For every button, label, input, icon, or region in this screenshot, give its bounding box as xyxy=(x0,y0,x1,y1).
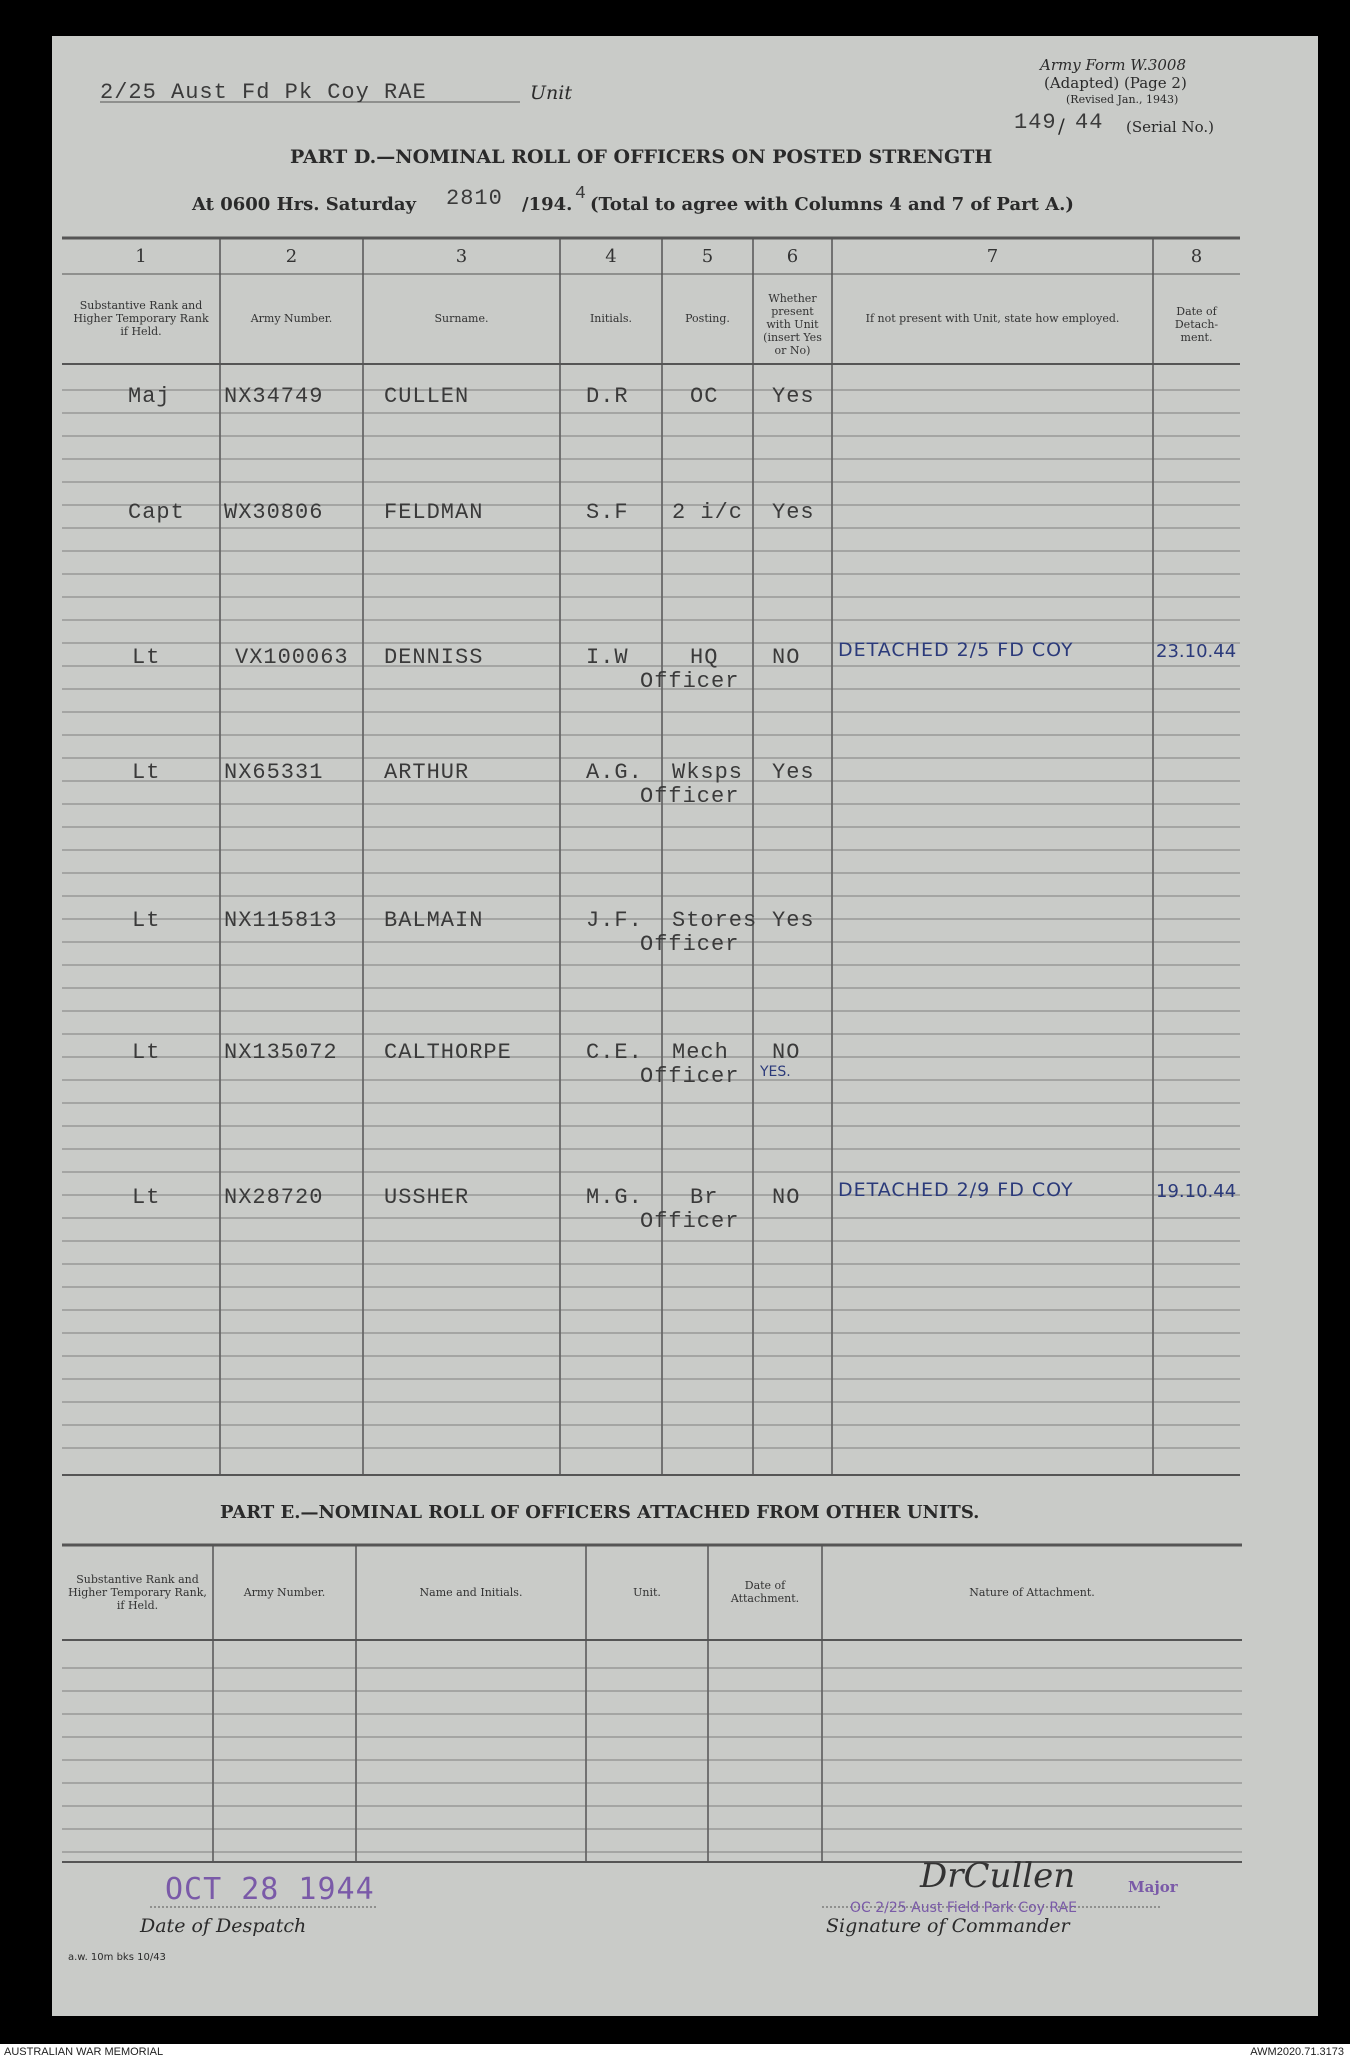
column-number-8: 8 xyxy=(1190,246,1203,267)
part-e-column-label-5: Date of Attachment. xyxy=(730,1579,800,1605)
cell-surname: FELDMAN xyxy=(384,500,484,525)
form-line3: (Revised Jan., 1943) xyxy=(1066,93,1179,106)
cell-posting-line2: Officer xyxy=(640,1064,740,1089)
cell-present: Yes xyxy=(772,760,815,785)
cell-posting: Mech xyxy=(672,1040,729,1065)
cell-army-number: NX65331 xyxy=(224,760,324,785)
part-e-column-label-4: Unit. xyxy=(633,1585,661,1599)
cell-posting: Stores xyxy=(672,908,758,933)
despatch-label: Date of Despatch xyxy=(140,1915,307,1937)
cell-present-correction: YES. xyxy=(760,1064,791,1080)
cell-present: Yes xyxy=(772,908,815,933)
cell-initials: M.G. xyxy=(586,1185,643,1210)
cell-present: Yes xyxy=(772,500,815,525)
column-label-8: Date of Detach-ment. xyxy=(1174,305,1219,344)
form-line2: (Adapted) (Page 2) xyxy=(1044,74,1187,92)
archive-footer xyxy=(0,2044,1350,2061)
column-label-4: Initials. xyxy=(589,311,633,325)
cell-posting-line2: Officer xyxy=(640,932,740,957)
column-number-1: 1 xyxy=(135,246,147,267)
cell-posting-line2: Officer xyxy=(640,784,740,809)
column-number-6: 6 xyxy=(786,246,799,267)
cell-present: NO xyxy=(772,1185,801,1210)
cell-posting: Wksps xyxy=(672,760,744,785)
cell-surname: CALTHORPE xyxy=(384,1040,512,1065)
unit-value: 2/25 Aust Fd Pk Coy RAE xyxy=(100,80,427,105)
part-e-title: PART E.—NOMINAL ROLL OF OFFICERS ATTACHED FROM OTHER UNITS. xyxy=(220,1502,980,1523)
at-label: At 0600 Hrs. Saturday xyxy=(192,194,417,215)
cell-initials: D.R xyxy=(586,384,629,409)
print-code: a.w. 10m bks 10/43 xyxy=(68,1952,166,1963)
cell-initials: A.G. xyxy=(586,760,643,785)
cell-surname: USSHER xyxy=(384,1185,470,1210)
cell-rank: Lt xyxy=(132,760,161,785)
cell-posting-line2: Officer xyxy=(640,669,740,694)
part-e-column-label-3: Name and Initials. xyxy=(419,1585,523,1599)
cell-initials: J.F. xyxy=(586,908,643,933)
year-prefix: /194. xyxy=(522,194,573,215)
cell-army-number: NX34749 xyxy=(224,384,324,409)
cell-rank: Lt xyxy=(132,1185,161,1210)
archive-right: AWM2020.71.3173 xyxy=(1250,2046,1344,2058)
unit-stamp: OC 2/25 Aust Field Park Coy RAE xyxy=(850,1900,1077,1916)
column-label-7: If not present with Unit, state how employed. xyxy=(865,311,1120,325)
cell-rank: Lt xyxy=(132,645,161,670)
cell-detach-date: 19.10.44 xyxy=(1156,1181,1237,1202)
cell-surname: DENNISS xyxy=(384,645,484,670)
cell-posting: OC xyxy=(690,384,719,409)
cell-posting: Br xyxy=(690,1185,719,1210)
cell-initials: I.W xyxy=(586,645,629,670)
year-digit: 4 xyxy=(575,184,587,204)
cell-posting-line2: Officer xyxy=(640,1209,740,1234)
column-label-5: Posting. xyxy=(685,311,730,325)
column-number-5: 5 xyxy=(701,246,714,267)
serial-number: 149 xyxy=(1014,110,1057,135)
cell-army-number: WX30806 xyxy=(224,500,324,525)
part-e-column-label-1: Substantive Rank and Higher Temporary Rank, if Held. xyxy=(68,1572,207,1612)
column-label-6: Whether present with Unit (insert Yes or No) xyxy=(763,292,822,357)
part-e-column-label-2: Army Number. xyxy=(243,1585,326,1599)
archive-left: AUSTRALIAN WAR MEMORIAL xyxy=(4,2046,164,2058)
cell-posting: 2 i/c xyxy=(672,500,744,525)
cell-rank: Capt xyxy=(128,500,185,525)
cell-employed: DETACHED 2/9 FD COY xyxy=(838,1179,1074,1201)
cell-present: Yes xyxy=(772,384,815,409)
despatch-stamp: OCT 28 1944 xyxy=(165,1872,375,1907)
part-e-column-label-6: Nature of Attachment. xyxy=(969,1585,1095,1599)
cell-surname: CULLEN xyxy=(384,384,470,409)
serial-label: (Serial No.) xyxy=(1126,118,1214,136)
column-label-2: Army Number. xyxy=(250,311,333,325)
signature-label: Signature of Commander xyxy=(826,1915,1070,1937)
column-number-2: 2 xyxy=(285,246,298,267)
cell-initials: S.F xyxy=(586,500,629,525)
cell-rank: Lt xyxy=(132,908,161,933)
cell-army-number: NX115813 xyxy=(224,908,338,933)
unit-label: Unit xyxy=(530,82,572,104)
part-d-title: PART D.—NOMINAL ROLL OF OFFICERS ON POSTED STRENGTH xyxy=(290,146,993,168)
column-label-1: Substantive Rank and Higher Temporary Rank if Held. xyxy=(73,298,209,338)
cell-detach-date: 23.10.44 xyxy=(1156,641,1237,662)
cell-posting: HQ xyxy=(690,645,719,670)
cell-present: NO xyxy=(772,1040,801,1065)
cell-army-number: NX135072 xyxy=(224,1040,338,1065)
commander-signature: DrCullen xyxy=(920,1856,1076,1896)
cell-present: NO xyxy=(772,645,801,670)
cell-rank: Lt xyxy=(132,1040,161,1065)
cell-surname: BALMAIN xyxy=(384,908,484,933)
total-note: (Total to agree with Columns 4 and 7 of Part A.) xyxy=(590,194,1074,215)
cell-army-number: NX28720 xyxy=(224,1185,324,1210)
rank-stamp: Major xyxy=(1128,1878,1178,1896)
cell-initials: C.E. xyxy=(586,1040,643,1065)
column-number-7: 7 xyxy=(986,246,999,267)
cell-surname: ARTHUR xyxy=(384,760,470,785)
cell-army-number: VX100063 xyxy=(235,645,349,670)
column-label-3: Surname. xyxy=(434,311,489,325)
cell-employed: DETACHED 2/5 FD COY xyxy=(838,639,1074,661)
form-line1: Army Form W.3008 xyxy=(1040,56,1186,74)
column-number-4: 4 xyxy=(605,246,617,267)
column-number-3: 3 xyxy=(455,246,468,267)
date-value: 2810 xyxy=(446,186,503,211)
cell-rank: Maj xyxy=(128,384,171,409)
serial-year: 44 xyxy=(1075,110,1104,135)
